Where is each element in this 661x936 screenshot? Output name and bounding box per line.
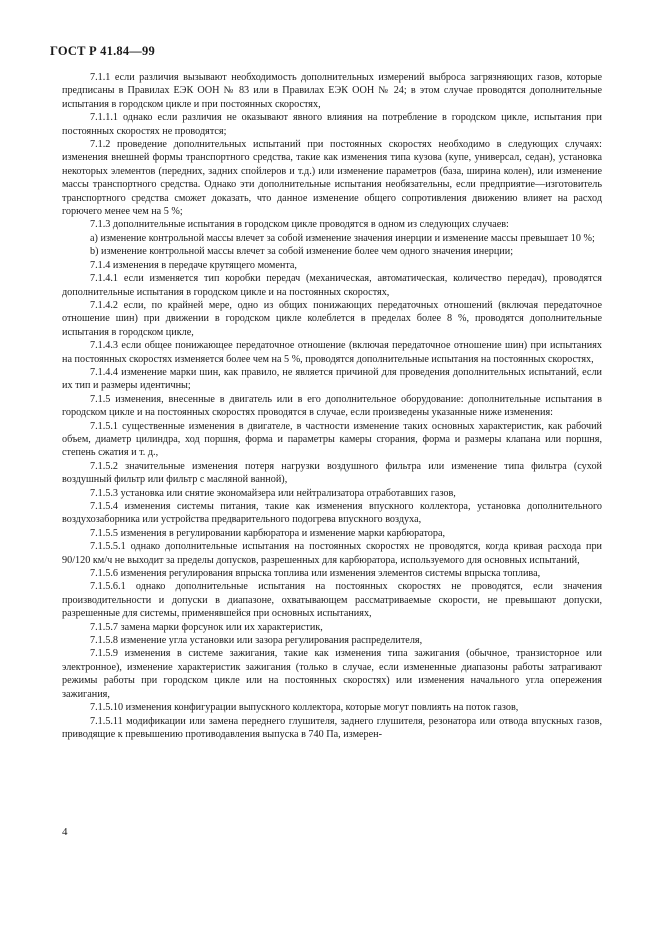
paragraph-7-1-5-9: 7.1.5.9 изменения в системе зажигания, такие как изменения типа зажигания (обычное, транзисторное или электронное), изменение характеристик зажигания (только в случае, если измененные диапазоны работы затрагивают режимы работы при городском цикле или на постоянных скоростях) или изменения начального угла опережения зажигания, [62, 648, 602, 700]
paragraph-7-1-5-11: 7.1.5.11 модификации или замена переднего глушителя, заднего глушителя, резонатора или отвода впускных газов, приводящие к превышению противодавления выпуска в 740 Па, измерен- [62, 715, 602, 740]
paragraph-7-1-3: 7.1.3 дополнительные испытания в городском цикле проводятся в одном из следующих случаев: [90, 219, 509, 231]
paragraph-7-1-5-10: 7.1.5.10 изменения конфигурации выпускного коллектора, которые могут повлиять на поток газов, [90, 702, 519, 714]
paragraph-7-1-2: 7.1.2 проведение дополнительных испытаний при постоянных скоростях необходимо в следующих случаях: изменения внешней формы транспортного средства, такие как изменения типа кузова (купе, универсал, седан), установка некоторых элементов (передних, задних спойлеров и т.д.) или изменение параметров (база, ширина колен), или изменение массы транспортного средства. Однако эти дополнительные испытания необязательны, если предприятие—изготовитель транспортного средства сможет доказать, что данное изменение общего сопротивления движению влияет на расход горючего менее чем на 5 %; [62, 139, 602, 218]
paragraph-7-1-4-1: 7.1.4.1 если изменяется тип коробки передач (механическая, автоматическая, количество передач), проводятся дополнительные испытания в городском цикле и на постоянных скоростях, [62, 273, 602, 298]
paragraph-7-1-4: 7.1.4 изменения в передаче крутящего момента, [90, 259, 297, 271]
paragraph-7-1-5: 7.1.5 изменения, внесенные в двигатель или в его дополнительное оборудование: дополнительные испытания в городском цикле и на постоянных скоростях проводятся в случае, если произведены указанные ниже изменения: [62, 393, 602, 419]
paragraph-7-1-5-7: 7.1.5.7 замена марки форсунок или их характеристик, [90, 621, 323, 633]
paragraph-7-1-3-b: b) изменение контрольной массы влечет за собой изменение более чем одного значения инерции; [90, 246, 514, 258]
paragraph-7-1-4-4: 7.1.4.4 изменение марки шин, как правило, не является причиной для проведения дополнительных испытаний, если их тип и размеры идентичны; [62, 366, 602, 392]
paragraph-7-1-5-6-1: 7.1.5.6.1 однако дополнительные испытания на постоянных скоростях не проводятся, если значения производительности и допуски в диапазоне, охватывающем рассматриваемые скорости, не превышают допуски, разрешенные для системы, применявшейся при основных испытаниях, [62, 581, 602, 620]
paragraph-7-1-5-4: 7.1.5.4 изменения системы питания, такие как изменения впускного коллектора, установка дополнительного воздухозаборника или устройства предварительного подогрева впускного воздуха, [62, 501, 602, 526]
paragraph-7-1-4-3: 7.1.4.3 если общее понижающее передаточное отношение (включая передаточное отношение шин) при испытаниях на постоянных скоростях изменяется более чем на 5 %, проводятся дополнительные испытания на постоянных скоростях, [62, 340, 602, 365]
paragraph-7-1-5-5-1: 7.1.5.5.1 однако дополнительные испытания на постоянных скоростях не проводятся, когда кривая расхода при 90/120 км/ч не выходит за пределы допусков, разрешенных для карбюратора, используемого для основных испытаний, [62, 541, 602, 566]
paragraph-7-1-5-8: 7.1.5.8 изменение угла установки или зазора регулирования распределителя, [90, 635, 423, 647]
paragraph-7-1-5-3: 7.1.5.3 установка или снятие экономайзера или нейтрализатора отработавших газов, [90, 487, 456, 499]
paragraph-7-1-3-a: а) изменение контрольной массы влечет за собой изменение значения инерции и изменение массы превышает 10 %; [90, 232, 595, 244]
document-body [62, 71, 602, 741]
paragraph-7-1-5-1: 7.1.5.1 существенные изменения в двигателе, в частности изменение таких основных характеристик, как рабочий объем, диаметр цилиндра, ход поршня, форма и параметры камеры сгорания, форма и размеры клапана или поршня, степень сжатия и т. д., [62, 420, 602, 459]
paragraph-7-1-4-2: 7.1.4.2 если, по крайней мере, одно из общих понижающих передаточных отношений (включая передаточное отношение шин) при движении в городском цикле колеблется в пределах более 8 %, проводятся дополнительные испытания в городском цикле, [62, 299, 602, 338]
paragraph-7-1-5-5: 7.1.5.5 изменения в регулировании карбюратора и изменение марки карбюратора, [90, 527, 446, 539]
paragraph-7-1-1: 7.1.1 если различия вызывают необходимость дополнительных измерений выброса загрязняющих газов, которые предписаны в Правилах ЕЭК ООН № 83 или в Правилах ЕЭК ООН № 24; в этом случае проводятся дополнительные испытания в городском цикле и при постоянных скоростях, [62, 72, 602, 110]
paragraph-7-1-5-2: 7.1.5.2 значительные изменения потеря нагрузки воздушного фильтра или изменение типа фильтра (сухой воздушный фильтр или фильтр с масляной ванной), [62, 460, 602, 486]
paragraph-7-1-5-6: 7.1.5.6 изменения регулирования впрыска топлива или изменения элементов системы впрыска топлива, [90, 568, 541, 580]
document-header: ГОСТ Р 41.84—99 [50, 44, 155, 58]
page-number: 4 [62, 826, 68, 838]
paragraph-7-1-1-1: 7.1.1.1 однако если различия не оказывают явного влияния на потребление в городском цикле, испытания при постоянных скоростях не проводятся; [62, 112, 602, 137]
